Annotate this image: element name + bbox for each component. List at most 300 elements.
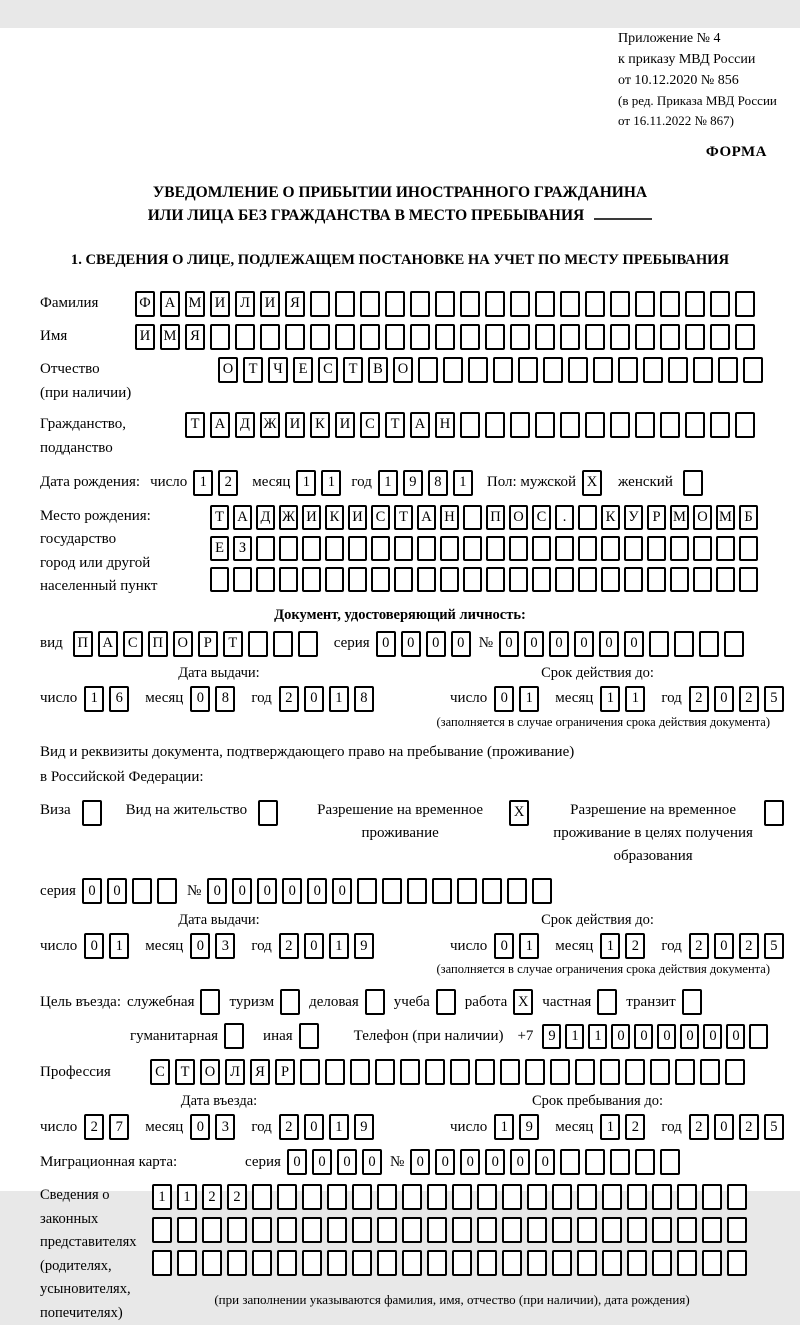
char-cell: [702, 1217, 722, 1243]
char-cell: [468, 357, 488, 383]
char-cell: [593, 357, 613, 383]
char-cell: 9: [403, 470, 423, 496]
entry-purpose-row: [40, 989, 800, 1015]
char-cell: 2: [218, 470, 238, 496]
char-cell: Ч: [268, 357, 288, 383]
char-cell: [407, 878, 427, 904]
char-cell: [371, 567, 390, 592]
char-cell: X: [509, 800, 529, 826]
form-title-line-2: ИЛИ ЛИЦА БЕЗ ГРАЖДАНСТВА В МЕСТО ПРЕБЫВАНИЯ: [0, 204, 800, 227]
char-cell: [668, 357, 688, 383]
char-cell: [277, 1217, 297, 1243]
arrival-notification-form: [0, 28, 800, 1321]
birth-month-label: месяц: [252, 474, 291, 490]
char-cell: 1: [625, 686, 645, 712]
legal-representatives-block: [40, 1184, 800, 1325]
char-cell: К: [601, 505, 620, 530]
char-cell: [693, 567, 712, 592]
char-cell: 2: [625, 933, 645, 959]
char-cell: 1: [152, 1184, 172, 1210]
purpose-tourism-box: [280, 989, 300, 1015]
migration-number-cells: [410, 1149, 680, 1175]
char-cell: 1: [519, 686, 539, 712]
char-cell: 1: [193, 470, 213, 496]
char-cell: 0: [332, 878, 352, 904]
char-cell: [482, 878, 502, 904]
char-cell: [327, 1217, 347, 1243]
char-cell: [485, 412, 505, 438]
migration-card-row: [40, 1149, 800, 1175]
char-cell: 2: [625, 1114, 645, 1140]
char-cell: [535, 291, 555, 317]
char-cell: Л: [225, 1059, 245, 1085]
char-cell: 0: [232, 878, 252, 904]
char-cell: Ф: [135, 291, 155, 317]
char-cell: М: [160, 324, 180, 350]
char-cell: И: [348, 505, 367, 530]
char-cell: [485, 291, 505, 317]
profession-cells: [150, 1059, 745, 1085]
char-cell: [532, 878, 552, 904]
purpose-business: деловая: [309, 989, 385, 1015]
identity-issue-col: [40, 665, 398, 712]
char-cell: 5: [764, 686, 784, 712]
char-cell: О: [173, 631, 193, 657]
birth-day-cells: [193, 470, 238, 496]
char-cell: 1: [519, 933, 539, 959]
char-cell: [560, 291, 580, 317]
char-cell: 9: [354, 1114, 374, 1140]
char-cell: [477, 1217, 497, 1243]
residence-valid-title: Срок действия до:: [541, 912, 654, 929]
char-cell: [652, 1184, 672, 1210]
char-cell: [624, 536, 643, 561]
char-cell: [600, 1059, 620, 1085]
char-cell: [360, 324, 380, 350]
char-cell: 0: [494, 933, 514, 959]
char-cell: [210, 324, 230, 350]
section1-heading: 1. СВЕДЕНИЯ О ЛИЦЕ, ПОДЛЕЖАЩЕМ ПОСТАНОВКЕ НА УЧЕТ ПО МЕСТУ ПРЕБЫВАНИЯ: [70, 251, 730, 268]
char-cell: 0: [207, 878, 227, 904]
char-cell: 1: [600, 1114, 620, 1140]
char-cell: [532, 567, 551, 592]
char-cell: [693, 536, 712, 561]
char-cell: [727, 1184, 747, 1210]
char-cell: [432, 878, 452, 904]
residence-series-cells: [82, 878, 177, 904]
char-cell: И: [335, 412, 355, 438]
residence-doc-options: [40, 799, 800, 869]
purpose-transit: транзит: [626, 989, 701, 1015]
char-cell: [485, 324, 505, 350]
profession-label: Профессия: [40, 1063, 111, 1080]
birth-day-label: число: [150, 474, 188, 490]
char-cell: [510, 412, 530, 438]
char-cell: [377, 1184, 397, 1210]
char-cell: [302, 567, 321, 592]
char-cell: [509, 536, 528, 561]
char-cell: [486, 536, 505, 561]
char-cell: [327, 1250, 347, 1276]
char-cell: [233, 567, 252, 592]
char-cell: В: [368, 357, 388, 383]
char-cell: [725, 1059, 745, 1085]
char-cell: [327, 1184, 347, 1210]
char-cell: 0: [362, 1149, 382, 1175]
char-cell: .: [555, 505, 574, 530]
char-cell: 9: [519, 1114, 539, 1140]
purpose-business-official: служебная: [127, 989, 221, 1015]
char-cell: [550, 1059, 570, 1085]
char-cell: [685, 291, 705, 317]
char-cell: 1: [84, 686, 104, 712]
char-cell: [568, 357, 588, 383]
char-cell: Т: [394, 505, 413, 530]
char-cell: [427, 1217, 447, 1243]
char-cell: [325, 536, 344, 561]
char-cell: [256, 567, 275, 592]
char-cell: С: [318, 357, 338, 383]
char-cell: [477, 1250, 497, 1276]
char-cell: 2: [739, 686, 759, 712]
char-cell: [735, 412, 755, 438]
phone-prefix: +7: [517, 1027, 534, 1044]
char-cell: Т: [210, 505, 229, 530]
purpose-tourism: туризм: [229, 989, 300, 1015]
residence-issue-month-label: месяц: [145, 937, 184, 954]
char-cell: 3: [215, 1114, 235, 1140]
valid-day-cells: [494, 686, 539, 712]
migration-card-label: Миграционная карта:: [40, 1153, 178, 1170]
char-cell: 2: [279, 1114, 299, 1140]
blank-underline: [594, 218, 652, 220]
char-cell: 0: [499, 631, 519, 657]
char-cell: [601, 567, 620, 592]
char-cell: [560, 324, 580, 350]
char-cell: [552, 1217, 572, 1243]
birthplace-row: [40, 505, 800, 599]
char-cell: 2: [739, 1114, 759, 1140]
residence-valid-year-label: год: [661, 937, 682, 954]
entry-purpose-row2: [130, 1023, 800, 1049]
char-cell: М: [716, 505, 735, 530]
char-cell: 0: [435, 1149, 455, 1175]
char-cell: 0: [82, 878, 102, 904]
char-cell: 5: [764, 1114, 784, 1140]
char-cell: [674, 631, 694, 657]
birthplace-cells: [210, 505, 758, 592]
char-cell: 2: [739, 933, 759, 959]
char-cell: Т: [243, 357, 263, 383]
char-cell: 0: [190, 1114, 210, 1140]
purpose-humanitarian-box: [224, 1023, 244, 1049]
char-cell: [660, 412, 680, 438]
char-cell: [402, 1184, 422, 1210]
char-cell: 0: [714, 686, 734, 712]
char-cell: [602, 1250, 622, 1276]
patronymic-cells: [218, 357, 763, 383]
char-cell: [475, 1059, 495, 1085]
char-cell: 5: [764, 933, 784, 959]
char-cell: [394, 567, 413, 592]
char-cell: [417, 536, 436, 561]
char-cell: [635, 1149, 655, 1175]
char-cell: [460, 324, 480, 350]
char-cell: [710, 324, 730, 350]
char-cell: [371, 536, 390, 561]
char-cell: [436, 989, 456, 1015]
char-cell: [385, 324, 405, 350]
char-cell: [675, 1059, 695, 1085]
char-cell: [463, 567, 482, 592]
residence-issue-year-cells: [279, 933, 374, 959]
char-cell: [643, 357, 663, 383]
char-cell: Т: [223, 631, 243, 657]
gender-female-label: женский: [618, 474, 673, 490]
char-cell: [739, 536, 758, 561]
char-cell: О: [509, 505, 528, 530]
char-cell: 0: [680, 1024, 699, 1049]
residence-valid-day-label: число: [450, 937, 488, 954]
char-cell: [440, 536, 459, 561]
stay-until-col: [398, 1093, 800, 1140]
char-cell: [252, 1217, 272, 1243]
doc-series-cells: [376, 631, 471, 657]
representatives-cells-row2: [152, 1217, 752, 1243]
doc-series-label: серия: [333, 635, 370, 651]
valid-year-cells: [689, 686, 784, 712]
form-title: [0, 181, 800, 228]
char-cell: [677, 1250, 697, 1276]
stay-month-label: месяц: [555, 1118, 594, 1135]
char-cell: [627, 1217, 647, 1243]
char-cell: 0: [107, 878, 127, 904]
char-cell: [493, 357, 513, 383]
char-cell: [132, 878, 152, 904]
char-cell: 0: [714, 1114, 734, 1140]
char-cell: [486, 567, 505, 592]
stay-year-label: год: [661, 1118, 682, 1135]
char-cell: [610, 291, 630, 317]
entry-day-label: число: [40, 1118, 78, 1135]
identity-valid-title: Срок действия до:: [541, 664, 654, 681]
doc-kind-row: [40, 631, 800, 657]
char-cell: Н: [435, 412, 455, 438]
birthplace-cells-row3: [210, 567, 758, 592]
char-cell: [635, 291, 655, 317]
char-cell: Е: [293, 357, 313, 383]
entry-month-cells: [190, 1114, 235, 1140]
residence-valid-month-label: месяц: [555, 937, 594, 954]
entry-year-label: год: [251, 1118, 272, 1135]
char-cell: [463, 505, 482, 530]
char-cell: [279, 536, 298, 561]
char-cell: 0: [304, 686, 324, 712]
purpose-private-box: [597, 989, 617, 1015]
char-cell: [749, 1024, 768, 1049]
char-cell: [682, 989, 702, 1015]
char-cell: [157, 878, 177, 904]
birthplace-cells-row2: [210, 536, 758, 561]
char-cell: [252, 1184, 272, 1210]
char-cell: [585, 291, 605, 317]
char-cell: 1: [453, 470, 473, 496]
char-cell: 0: [190, 933, 210, 959]
char-cell: [440, 567, 459, 592]
identity-valid-col: [398, 665, 800, 712]
char-cell: [410, 291, 430, 317]
char-cell: [702, 1184, 722, 1210]
char-cell: [417, 567, 436, 592]
char-cell: 0: [312, 1149, 332, 1175]
char-cell: [377, 1250, 397, 1276]
char-cell: [335, 291, 355, 317]
gender-female-box: [683, 470, 703, 496]
edition-line-2: от 16.11.2022 № 867): [618, 112, 735, 128]
profession-row: [40, 1059, 800, 1085]
char-cell: [418, 357, 438, 383]
phone-cells: [542, 1024, 768, 1049]
char-cell: [502, 1184, 522, 1210]
char-cell: [585, 324, 605, 350]
char-cell: [82, 800, 102, 826]
identity-validity-note: (заполняется в случае ограничения срока действия документа): [436, 714, 770, 729]
char-cell: К: [310, 412, 330, 438]
char-cell: С: [150, 1059, 170, 1085]
char-cell: 0: [337, 1149, 357, 1175]
char-cell: 0: [599, 631, 619, 657]
char-cell: [627, 1184, 647, 1210]
char-cell: [357, 878, 377, 904]
identity-issue-title: Дата выдачи:: [178, 664, 260, 681]
char-cell: [258, 800, 278, 826]
purpose-study: учеба: [394, 989, 456, 1015]
char-cell: [310, 324, 330, 350]
char-cell: [635, 324, 655, 350]
char-cell: 8: [354, 686, 374, 712]
char-cell: Д: [256, 505, 275, 530]
givenname-cells: [135, 324, 755, 350]
form-title-line-1: УВЕДОМЛЕНИЕ О ПРИБЫТИИ ИНОСТРАННОГО ГРАЖДАНИНА: [152, 184, 648, 201]
representatives-note: (при заполнении указываются фамилия, имя, отчество (при наличии), дата рождения): [214, 1292, 690, 1308]
form-label: ФОРМА: [705, 144, 767, 160]
char-cell: [660, 1149, 680, 1175]
stay-month-cells: [600, 1114, 645, 1140]
char-cell: 0: [611, 1024, 630, 1049]
char-cell: [624, 567, 643, 592]
char-cell: [452, 1250, 472, 1276]
char-cell: [177, 1217, 197, 1243]
char-cell: 1: [329, 933, 349, 959]
char-cell: [427, 1184, 447, 1210]
char-cell: Ж: [260, 412, 280, 438]
char-cell: И: [302, 505, 321, 530]
stay-year-cells: [689, 1114, 784, 1140]
residence-valid-col: [398, 912, 800, 959]
char-cell: [575, 1059, 595, 1085]
char-cell: З: [233, 536, 252, 561]
phone-label: Телефон (при наличии): [353, 1027, 504, 1044]
char-cell: [348, 567, 367, 592]
char-cell: 0: [703, 1024, 722, 1049]
char-cell: [577, 1217, 597, 1243]
char-cell: [377, 1217, 397, 1243]
char-cell: [452, 1217, 472, 1243]
char-cell: [460, 291, 480, 317]
char-cell: [610, 324, 630, 350]
entry-year-cells: [279, 1114, 374, 1140]
patronymic-row: [40, 357, 800, 405]
char-cell: 1: [565, 1024, 584, 1049]
char-cell: Е: [210, 536, 229, 561]
char-cell: А: [233, 505, 252, 530]
char-cell: 2: [279, 933, 299, 959]
char-cell: 0: [460, 1149, 480, 1175]
char-cell: О: [393, 357, 413, 383]
surname-row: [40, 291, 800, 317]
char-cell: [602, 1217, 622, 1243]
residence-valid-month-cells: [600, 933, 645, 959]
char-cell: [252, 1250, 272, 1276]
char-cell: [585, 1149, 605, 1175]
char-cell: [325, 1059, 345, 1085]
char-cell: [435, 324, 455, 350]
char-cell: [764, 800, 784, 826]
purpose-other-box: [299, 1023, 319, 1049]
char-cell: 2: [689, 686, 709, 712]
char-cell: 0: [451, 631, 471, 657]
char-cell: [555, 567, 574, 592]
char-cell: [350, 1059, 370, 1085]
char-cell: А: [160, 291, 180, 317]
char-cell: 1: [109, 933, 129, 959]
char-cell: [202, 1250, 222, 1276]
char-cell: О: [200, 1059, 220, 1085]
char-cell: [260, 324, 280, 350]
citizenship-cells: [185, 412, 755, 438]
char-cell: [585, 412, 605, 438]
char-cell: [152, 1250, 172, 1276]
surname-cells: [135, 291, 755, 317]
birthplace-cells-row1: [210, 505, 758, 530]
char-cell: Б: [739, 505, 758, 530]
char-cell: А: [210, 412, 230, 438]
char-cell: 1: [177, 1184, 197, 1210]
givenname-row: [40, 324, 800, 350]
char-cell: 3: [215, 933, 235, 959]
char-cell: [385, 291, 405, 317]
char-cell: 1: [600, 933, 620, 959]
char-cell: А: [417, 505, 436, 530]
surname-label: Фамилия: [40, 295, 99, 311]
char-cell: [279, 567, 298, 592]
char-cell: [627, 1250, 647, 1276]
char-cell: [298, 631, 318, 657]
char-cell: X: [582, 470, 602, 496]
char-cell: [685, 324, 705, 350]
doc-number-label: №: [478, 635, 493, 651]
char-cell: [552, 1184, 572, 1210]
char-cell: 0: [282, 878, 302, 904]
char-cell: [610, 1149, 630, 1175]
char-cell: [248, 631, 268, 657]
char-cell: Р: [647, 505, 666, 530]
char-cell: [518, 357, 538, 383]
issue-month-label: месяц: [145, 690, 184, 706]
char-cell: [577, 1184, 597, 1210]
char-cell: [677, 1217, 697, 1243]
char-cell: 1: [329, 686, 349, 712]
